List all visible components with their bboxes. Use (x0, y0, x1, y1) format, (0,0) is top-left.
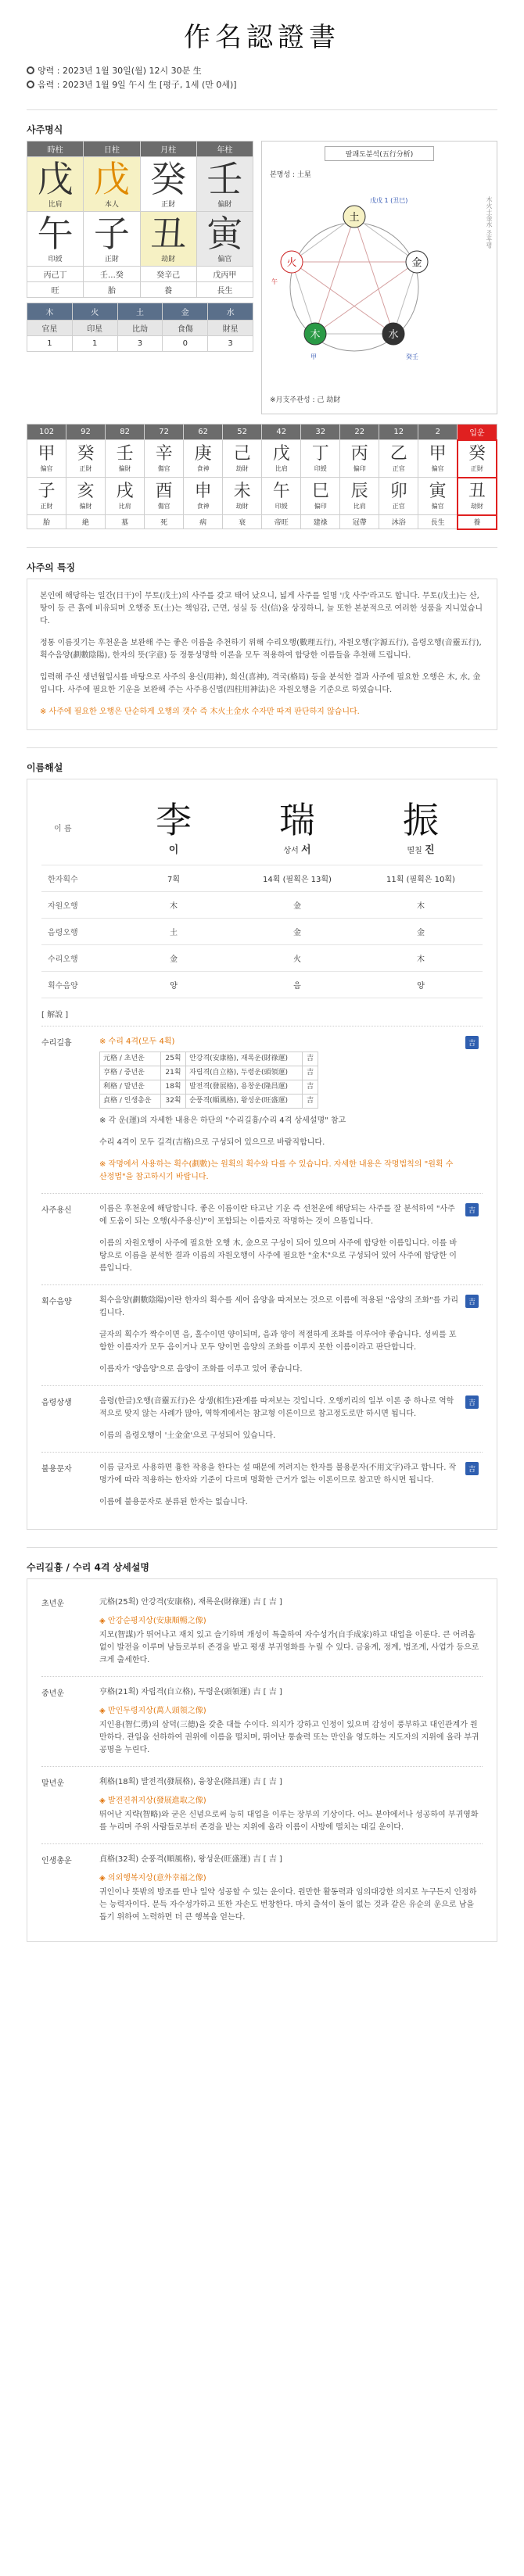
element-count: 3 (117, 336, 163, 352)
element-metal (406, 251, 428, 273)
divider (27, 109, 497, 110)
element-label: 印星 (72, 321, 117, 336)
divider (27, 747, 497, 748)
element-label: 財星 (208, 321, 253, 336)
daeun-stem: 壬 偏財 (106, 440, 145, 478)
twelve-stage: 長生 (196, 282, 253, 298)
good-badge: 吉 (465, 1395, 479, 1409)
daeun-stem: 癸 正財 (66, 440, 106, 478)
suri-summary-cell: 吉 (303, 1094, 318, 1108)
birth-lunar: 음력 : 2023년 1월 9일 午시 生 [평子, 1세 (만 0세)] (27, 78, 497, 92)
suri-row: 말년운 利格(18획) 발전격(發展格), 융창운(隆昌運) 吉 [ 吉 ] ◈ 발전진취지상(發展進取之像) 뛰어난 지략(智略)와 굳은 신념으로써 능히 대업을 이루는 장부의 기상이다. 어느 분야에서나 성공하여 부귀영화를 누리며 주위 사람들로부터 존경을 받는 지위에 올라 이름이 사방에 떨치는 대길 운이다. (41, 1767, 483, 1844)
element-header: 水 (208, 303, 253, 321)
analysis-item-eumryeong: 음령상생 음령(한글)오행(音靈五行)은 상생(相生)관계를 따져보는 것입니다. 오행끼리의 일부 이론 중 하나로 역학적으로 맞지 않는 사례가 많아, 역학계에서는 참고형 이론이므로 참고정도로만 하시면 됩니다. 이름의 음령오행이 '土金金'으로 구성되어 있습니다. 吉 (41, 1385, 483, 1452)
twelve-stage: 旺 (27, 282, 84, 298)
daeun-branch: 未 劫財 (223, 478, 262, 515)
suri-row: 중년운 亨格(21획) 자립격(自立格), 두령운(頭領運) 吉 [ 吉 ] ◈ 만인두령지상(萬人頭領之像) 지인용(智仁勇)의 삼덕(三德)을 갖춘 대들 수이다. 의지가 강하고 인정이 있으며 감성이 풍부하고 대인관계가 원만하다. 관일을 선하하여 권위에 이름을 떨치며, 뛰어난 통솔력 또는 만인을 영도하는 지도자의 지위에 올라 부귀공명을 누린다. (41, 1677, 483, 1767)
suri-summary-cell: 21획 (160, 1066, 185, 1080)
element-water (382, 323, 404, 345)
element-count: 3 (208, 336, 253, 352)
element-header: 土 (117, 303, 163, 321)
daeun-stem: 戊 比肩 (262, 440, 301, 478)
svg-text:火: 火 (286, 257, 297, 269)
feature-paragraph: 본인에 해당하는 일간(日干)이 무토(戊土)의 사주를 갖고 태어 났으니, 넓게 사주를 일명 '戊 사주'라고도 합니다. 무토(戊土)는 산, 땅이 등 큰 흙에 비유되며 오행중 토(土)는 책임감, 근면, 성실 등 신(信)을 상징하니, 늘 또한 본분적으로 여러한 성품을 지니었습니다. (40, 591, 483, 625)
circle-icon (27, 66, 34, 74)
daeun-branch: 亥 偏財 (66, 478, 106, 515)
feature-warning: ※ 사주에 필요한 오행은 단순하게 오행의 갯수 즉 木火土金水 수자만 따져 판단하지 않습니다. (40, 707, 360, 716)
name-analysis-row: 음령오행 土 金 金 (41, 919, 483, 945)
daeun-branch: 午 印綬 (262, 478, 301, 515)
element-header: 金 (163, 303, 208, 321)
daeun-twelve: 墓 (106, 515, 145, 529)
birth-info (27, 64, 497, 92)
analysis-item-bulyong: 불용문자 이름 글자로 사용하면 흉한 작용을 한다는 설 때문에 꺼려지는 한자를 불용문자(不用文字)라고 합니다. 작명가에 따라 적용하는 한자와 기준이 다르며 명확한 근거가 없는 이론이므로 참고만 하시면 됩니다. 이름에 불용문자로 분류된 한자는 없습니다. 吉 (41, 1452, 483, 1518)
suri-summary-row (100, 1066, 318, 1080)
daeun-age: 92 (66, 425, 106, 440)
daeun-twelve: 長生 (418, 515, 458, 529)
section-title-name: 이름해설 (27, 761, 63, 773)
daeun-stem: 甲 偏官 (27, 440, 66, 478)
suri-summary-cell: 吉 (303, 1066, 318, 1080)
svg-text:木: 木 (310, 329, 321, 341)
daeun-stem: 辛 傷官 (145, 440, 184, 478)
feature-paragraph: 입력해 주신 생년월일시를 바탕으로 사주의 용신(用神), 희신(喜神), 격국(格局) 등을 분석한 결과 사주에 필요한 오행은 木, 水, 金입니다. 사주에 필요한 기운을 보완해 주는 사주용신법(四柱用神法)은 자원오행을 기준으로 하였습니다. (40, 672, 481, 694)
daeun-branch: 丑 劫財 (458, 478, 497, 515)
ohaeng-panel (261, 141, 497, 414)
suri-summary-cell: 吉 (303, 1080, 318, 1094)
name-char: 振 떨칠 진 (403, 798, 439, 856)
section-title-saju: 사주명식 (27, 124, 63, 135)
suri-summary-cell: 亨格 / 중년운 (100, 1066, 161, 1080)
section-title-features: 사주의 특징 (27, 561, 76, 573)
daeun-twelve: 絶 (66, 515, 106, 529)
daeun-twelve: 帝旺 (262, 515, 301, 529)
svg-text:水: 水 (388, 329, 399, 341)
name-char: 瑞 상서 서 (279, 798, 315, 856)
daeun-age: 22 (340, 425, 379, 440)
daeun-twelve: 病 (184, 515, 223, 529)
ohaeng-side-text: 木火土金水 조후평 (486, 196, 493, 249)
pillar-header: 月柱 (140, 142, 196, 157)
daeun-stem: 乙 正官 (379, 440, 418, 478)
twelve-stage: 養 (140, 282, 196, 298)
heavenly-stem: 戊 比肩 (27, 157, 84, 212)
analysis-item-suri: 수리길흉 ※ 수리 4격(모두 4획) 元格 / 초년운 25획 안강격(安康格), 재록운(財祿運) 吉 亨格 / 중년운 21획 자립격(自立格), 두령운(頭領運) 吉 利格 / 말년운 18획 발전격(發展格), 용창운(隆昌運) 吉 貞格 / 인생총운 32획 순풍격(順風格), 왕성운(旺盛運) 吉 ※ 각 운(運)의 자세한 내용은 하단의 "수리길흉/수리 4격 상세설명" 참고 수리 4격이 모두 길격(吉格)으로 구성되어 있으므로 바람직합니다. ※ 작명에서 사용하는 획수(劃數)는 원획의 획수와 다를 수 있습니다. 자세한 내용은 작명법칙의 "원획 수 산정법"을 참고하시기 바랍니다. 吉 (41, 1026, 483, 1193)
earthly-branch: 丑 劫財 (140, 212, 196, 267)
earthly-branch: 午 印綬 (27, 212, 84, 267)
daeun-twelve: 衰 (223, 515, 262, 529)
daeun-stem: 己 劫財 (223, 440, 262, 478)
label-bottom-left: 甲 (310, 353, 317, 360)
suri-detail (27, 1578, 497, 1942)
saju-table (27, 141, 253, 414)
daeun-twelve: 建祿 (301, 515, 340, 529)
element-label: 官星 (27, 321, 73, 336)
daeun-age: 입운 (458, 425, 497, 440)
name-analysis-row: 자원오행 木 金 木 (41, 892, 483, 919)
daeun-stem: 癸 正財 (458, 440, 497, 478)
daeun-twelve: 養 (458, 515, 497, 529)
daeun-branch: 戌 比肩 (106, 478, 145, 515)
daeun-age: 12 (379, 425, 418, 440)
divider (27, 1547, 497, 1548)
analysis-item-yongsin: 사주용신 이름은 후천운에 해당합니다. 좋은 이름이란 타고난 기운 즉 선천운에 해당되는 사주를 잘 분석하여 "사주에 도움이 되는 오행(사주용신)"이 포함되는 이름자로 작명하는 것이 으뜸입니다. 이름의 자원오행이 사주에 필요한 오행 木, 金으로 구성이 되어 있으며 사주에 합당한 이름입니다. 이를 바탕으로 이름을 분석한 결과 이름의 자원오행이 사주에 필요한 "金木"으로 구성되어 있어 사주에 합당한 이름입니다. 吉 (41, 1193, 483, 1284)
suri-summary-row (100, 1052, 318, 1066)
ohaeng-title: 팔괘도분석(五行分析) (325, 146, 434, 161)
element-label: 比劫 (117, 321, 163, 336)
circle-icon (27, 81, 34, 88)
suri-summary-cell: 利格 / 말년운 (100, 1080, 161, 1094)
suri-summary-cell: 자립격(自立格), 두령운(頭領運) (186, 1066, 303, 1080)
suri-summary-cell: 元格 / 초년운 (100, 1052, 161, 1066)
suri-summary-cell: 안강격(安康格), 재록운(財祿運) (186, 1052, 303, 1066)
daeun-age: 82 (106, 425, 145, 440)
suri-summary-row (100, 1094, 318, 1108)
heavenly-stem: 戊 本人 (84, 157, 140, 212)
element-header: 火 (72, 303, 117, 321)
solve-label: [ 解說 ] (41, 1010, 69, 1019)
daeun-table (27, 424, 497, 530)
good-badge: 吉 (465, 1295, 479, 1308)
good-badge: 吉 (465, 1462, 479, 1475)
ohaeng-distribution (27, 303, 253, 352)
daeun-age: 2 (418, 425, 458, 440)
svg-text:土: 土 (349, 212, 360, 224)
label-bottom-right: 癸壬 (406, 353, 418, 360)
heavenly-stem: 壬 偏財 (196, 157, 253, 212)
feature-paragraph: 정통 이름짓기는 후천운을 보완해 주는 좋은 이름을 추천하기 위해 수리오행(數理五行), 자원오행(字源五行), 음령오행(音靈五行), 획수음양(劃數陰陽), 한자의 뜻(字意) 등 정통성명학 이론을 모두 적용하여 합당한 이름들을 추천해 드립니다. (40, 638, 482, 660)
ohaeng-star (292, 217, 417, 334)
element-count: 1 (27, 336, 73, 352)
daeun-branch: 子 正財 (27, 478, 66, 515)
svg-text:金: 金 (411, 257, 422, 269)
name-char: 李 이 (156, 798, 192, 856)
label-left: 午 (271, 278, 278, 285)
element-header: 木 (27, 303, 73, 321)
suri-summary-cell: 吉 (303, 1052, 318, 1066)
ohaeng-footnote: ※月支주관성 : 己 劫財 (270, 396, 341, 404)
bonmyeong: 본명성 : 土星 (270, 171, 311, 179)
daeun-twelve: 胎 (27, 515, 66, 529)
name-analysis (27, 779, 497, 1530)
daeun-branch: 卯 正官 (379, 478, 418, 515)
heavenly-stem: 癸 正財 (140, 157, 196, 212)
hidden-stems: 壬…癸 (84, 267, 140, 282)
daeun-age: 42 (262, 425, 301, 440)
suri-row: 인생총운 貞格(32획) 순풍격(順風格), 왕성운(旺盛運) 吉 [ 吉 ] ◈ 의외행복지상(意外幸福之像) 귀인이나 뜻밖의 방조를 만나 일약 성공할 수 있는 운이다. 원만한 활동력과 임의대강한 의지로 누구든지 인정하는 능력자이다. 문득 자수성가하고 또한 자손도 번창한다. 마치 출석이 돌이 없는 것과 같은 유순의 운으로 남을 돕기 위하여 노력하면 더 큰 행복을 얻는다. (41, 1854, 477, 1922)
daeun-stem: 甲 偏官 (418, 440, 458, 478)
suri-summary-cell: 貞格 / 인생총운 (100, 1094, 161, 1108)
suri-summary-cell: 발전격(發展格), 용창운(隆昌運) (186, 1080, 303, 1094)
analysis-item-eumyang: 획수음양 획수음양(劃數陰陽)이란 한자의 획수를 세어 음양을 따져보는 것으로 이름에 적용된 "음양의 조화"를 가리킵니다. 글자의 획수가 짝수이면 음, 홀수이면 양이되며, 음과 양이 적절하게 조화를 이루어야 좋습니다. 성씨를 포함한 이름자가 모두 음이거나 모두 양이면 음양의 조화를 이루지 못한 이름이라고 판단합니다. 이름자가 '양음양'으로 음양이 조화를 이루고 있어 좋습니다. 吉 (41, 1284, 483, 1385)
daeun-stem: 庚 食神 (184, 440, 223, 478)
suri-summary-cell: 순풍격(順風格), 왕성운(旺盛運) (186, 1094, 303, 1108)
suri-summary-cell: 18획 (160, 1080, 185, 1094)
daeun-twelve: 死 (145, 515, 184, 529)
daeun-age: 72 (145, 425, 184, 440)
element-label: 食傷 (163, 321, 208, 336)
suri-summary-cell: 25획 (160, 1052, 185, 1066)
daeun-age: 62 (184, 425, 223, 440)
suri-summary-cell: 32획 (160, 1094, 185, 1108)
daeun-branch: 辰 比肩 (340, 478, 379, 515)
hidden-stems: 丙己丁 (27, 267, 84, 282)
daeun-twelve: 沐浴 (379, 515, 418, 529)
element-wood (304, 323, 326, 345)
pillar-header: 年柱 (196, 142, 253, 157)
element-earth (343, 206, 365, 228)
twelve-stage: 胎 (84, 282, 140, 298)
daeun-branch: 酉 傷官 (145, 478, 184, 515)
daeun-branch: 申 食神 (184, 478, 223, 515)
name-row (41, 790, 483, 865)
daeun-branch: 巳 偏印 (301, 478, 340, 515)
good-badge: 吉 (465, 1203, 479, 1216)
daeun-branch: 寅 偏官 (418, 478, 458, 515)
element-count: 0 (163, 336, 208, 352)
element-fire (281, 251, 303, 273)
hidden-stems: 戊丙甲 (196, 267, 253, 282)
pillar-header: 日柱 (84, 142, 140, 157)
daeun-stem: 丙 偏印 (340, 440, 379, 478)
label-top: 戊戊 1 (丑巳) (370, 197, 408, 204)
good-badge: 吉 (465, 1036, 479, 1049)
ohaeng-diagram (268, 185, 464, 389)
element-count: 1 (72, 336, 117, 352)
hidden-stems: 癸辛己 (140, 267, 196, 282)
daeun-twelve: 冠帶 (340, 515, 379, 529)
earthly-branch: 寅 偏官 (196, 212, 253, 267)
suri-row: 초년운 元格(25획) 안강격(安康格), 재록운(財祿運) 吉 [ 吉 ] ◈ 안강순평지상(安康順暢之像) 지모(智謀)가 뛰어나고 재치 있고 슬기하며 개성이 특출하여 자수성가(自手成家)하고 대업을 이룬다. 큰 어려움 없이 발전을 이루며 남들로부터 존경을 받고 평생 부귀영화를 누릴 수 있다. 금융계, 정계, 법조계, 사업가 등으로 크게 출세한다. (41, 1587, 483, 1677)
features-box (27, 579, 497, 730)
daeun-age: 32 (301, 425, 340, 440)
earthly-branch: 子 正財 (84, 212, 140, 267)
divider (27, 547, 497, 548)
suri-summary-row (100, 1080, 318, 1094)
name-analysis-row: 한자획수 7획 14획 (필획은 13획) 11획 (필획은 10획) (41, 865, 483, 892)
daeun-stem: 丁 印綬 (301, 440, 340, 478)
page-title: 作名認證書 (184, 22, 340, 53)
daeun-age: 102 (27, 425, 66, 440)
name-analysis-row: 수리오행 金 火 木 (41, 945, 483, 972)
name-label: 이 름 (54, 824, 72, 833)
name-analysis-row: 획수음양 양 음 양 (41, 972, 483, 998)
pillar-header: 時柱 (27, 142, 84, 157)
birth-solar: 양력 : 2023년 1월 30일(월) 12시 30분 生 (27, 64, 497, 78)
suri-summary-table (99, 1052, 318, 1109)
section-title-suri: 수리길흉 / 수리 4격 상세설명 (27, 1561, 149, 1573)
daeun-age: 52 (223, 425, 262, 440)
